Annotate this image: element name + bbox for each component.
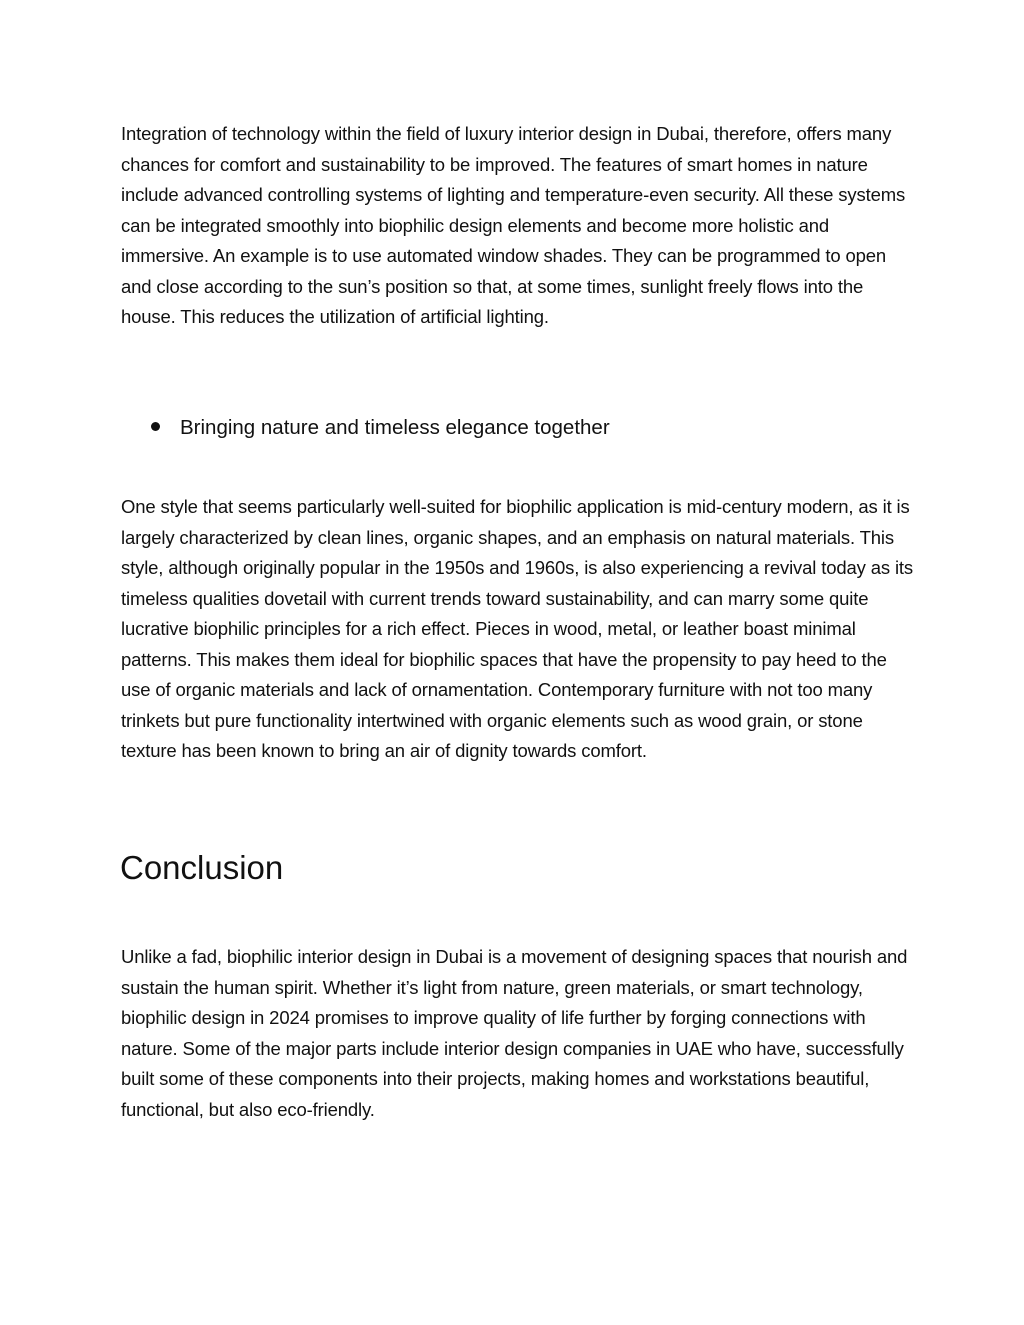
bullet-dot-icon xyxy=(151,422,160,431)
mid-century-paragraph: One style that seems particularly well-suited for biophilic application is mid-century modern, as it is largely characterized by clean lines, organic shapes, and an emphasis on natural materials. This style, although originally popular in the 1950s and 1960s, is also experiencing a revival today as its timeless qualities dovetail with current trends toward sustainability, and can marry some quite lucrative biophilic principles for a rich effect. Pieces in wood, metal, or leather boast minimal patterns. This makes them ideal for biophilic spaces that have the propensity to pay heed to the use of organic materials and lack of ornamentation. Contemporary furniture with not too many trinkets but pure functionality intertwined with organic elements such as wood grain, or stone texture has been known to bring an air of dignity towards comfort. xyxy=(121,496,913,761)
conclusion-heading: Conclusion xyxy=(120,849,284,886)
intro-paragraph: Integration of technology within the field of luxury interior design in Dubai, therefore, offers many chances for comfort and sustainability to be improved. The features of smart homes in nature include advanced controlling systems of lighting and temperature-even security. All these systems can be integrated smoothly into biophilic design elements and become more holistic and immersive. An example is to use automated window shades. They can be programmed to open and close according to the sun’s position so that, at some times, sunlight freely flows into the house. This reduces the utilization of artificial lighting. xyxy=(121,123,906,327)
bullet-list-item xyxy=(151,412,911,444)
bullet-item-text: Bringing nature and timeless elegance together xyxy=(180,416,610,439)
conclusion-paragraph: Unlike a fad, biophilic interior design in Dubai is a movement of designing spaces that nourish and sustain the human spirit. Whether it’s light from nature, green materials, or smart technology, biophilic design in 2024 promises to improve quality of life further by forging connections with nature. Some of the major parts include interior design companies in UAE who have, successfully built some of these components into their projects, making homes and workstations beautiful, functional, but also eco-friendly. xyxy=(121,946,908,1120)
